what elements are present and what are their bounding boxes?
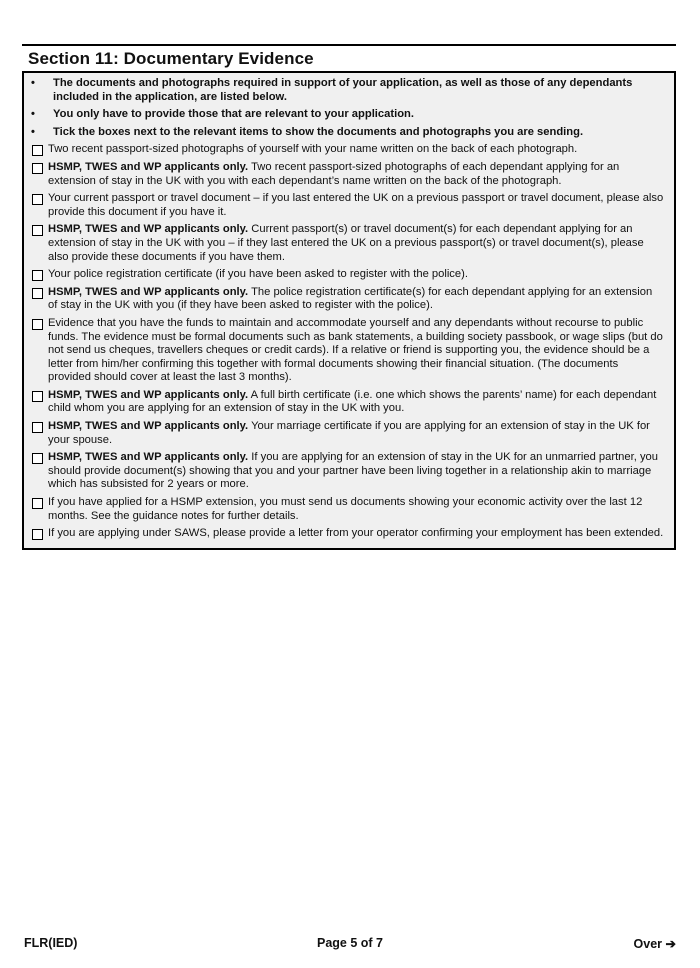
evidence-item xyxy=(30,286,664,313)
evidence-item-text xyxy=(48,451,664,492)
evidence-item-body: The police registration certificate(s) for each dependant applying for an extension of stay in the UK with you (if they have been asked to register with the police). xyxy=(48,285,653,312)
evidence-checkbox[interactable] xyxy=(32,422,43,433)
evidence-checkbox[interactable] xyxy=(32,194,43,205)
evidence-item xyxy=(30,496,664,523)
evidence-item xyxy=(30,420,664,447)
evidence-item-text xyxy=(48,192,664,219)
evidence-item-text xyxy=(48,161,664,188)
evidence-item xyxy=(30,389,664,416)
evidence-item xyxy=(30,223,664,264)
evidence-item xyxy=(30,317,664,385)
form-code: FLR(IED) xyxy=(24,936,78,950)
evidence-checkbox[interactable] xyxy=(32,163,43,174)
evidence-item-body: If you are applying under SAWS, please provide a letter from your operator confirming your employment has been extended. xyxy=(48,527,664,540)
evidence-item-text xyxy=(48,317,664,385)
evidence-item-text xyxy=(48,286,664,313)
instruction-text: Tick the boxes next to the relevant items to show the documents and photographs you are sending. xyxy=(53,125,584,138)
evidence-item-text xyxy=(48,420,664,447)
evidence-item-text xyxy=(48,496,664,523)
evidence-panel xyxy=(22,71,676,550)
instruction-text: You only have to provide those that are relevant to your application. xyxy=(53,108,414,121)
evidence-item-body: Your current passport or travel document – if you last entered the UK on a previous passport or travel document, please also provide this document if you have it. xyxy=(48,192,664,218)
evidence-item-text xyxy=(48,389,664,416)
evidence-checkbox[interactable] xyxy=(32,391,43,402)
bullet-icon: • xyxy=(31,125,35,138)
bullet-icon: • xyxy=(31,108,35,121)
evidence-checkbox[interactable] xyxy=(32,498,43,509)
evidence-checkbox[interactable] xyxy=(32,529,43,540)
evidence-item-body: If you have applied for a HSMP extension, you must send us documents showing your economic activity over the last 12 months. See the guidance notes for further details. xyxy=(48,496,643,522)
evidence-checkbox[interactable] xyxy=(32,225,43,236)
instruction-bullet xyxy=(30,126,664,140)
documentary-evidence-section xyxy=(22,44,676,550)
evidence-checkbox[interactable] xyxy=(32,145,43,156)
evidence-item-body: Evidence that you have the funds to maintain and accommodate yourself and any dependants without recourse to public funds. The evidence must be formal documents such as bank statements, a building society passbook, or wage slips (but do not send us cheques, travellers cheques or credit cards). If a relative or friend is supporting you, the evidence should be a letter from him/her confirming this together with formal documents showing their financial situation. (The documents provided should cover at least the last 3 months). xyxy=(48,316,663,384)
evidence-item-text xyxy=(48,268,664,282)
evidence-item-body: Your police registration certificate (if you have been asked to register with the police). xyxy=(48,268,468,281)
evidence-checkbox[interactable] xyxy=(32,270,43,281)
evidence-item-text xyxy=(48,143,664,157)
evidence-item xyxy=(30,451,664,492)
evidence-item-body: Two recent passport-sized photographs of yourself with your name written on the back of each photograph. xyxy=(48,143,578,156)
evidence-item xyxy=(30,192,664,219)
evidence-item xyxy=(30,527,664,541)
evidence-item-lead: HSMP, TWES and WP applicants only. xyxy=(48,160,249,173)
evidence-item-body: Current passport(s) or travel document(s) for each dependant applying for an extension of stay in the UK with you – if they last entered the UK on a previous passport(s) or travel document(s), please also provide these documents if you have them. xyxy=(48,223,644,263)
instruction-bullet xyxy=(30,108,664,122)
evidence-item-text xyxy=(48,223,664,264)
evidence-item xyxy=(30,161,664,188)
instruction-bullet xyxy=(30,77,664,104)
evidence-item-text xyxy=(48,527,664,541)
evidence-item-body: A full birth certificate (i.e. one which shows the parents’ name) for each dependant child whom you are applying for an extension of stay in the UK with you. xyxy=(48,388,657,415)
page-footer xyxy=(24,936,676,952)
evidence-checkbox[interactable] xyxy=(32,288,43,299)
instruction-text: The documents and photographs required in support of your application, as well as those of any dependants included in the application, are listed below. xyxy=(53,77,633,103)
section-title: Section 11: Documentary Evidence xyxy=(28,49,314,68)
evidence-item-lead: HSMP, TWES and WP applicants only. xyxy=(48,223,249,236)
evidence-checkbox[interactable] xyxy=(32,453,43,464)
evidence-item-body: If you are applying for an extension of stay in the UK for an unmarried partner, you should provide document(s) showing that you and your partner have been living together in a relationship akin to marriage which has subsisted for 2 years or more. xyxy=(48,451,658,491)
evidence-item xyxy=(30,143,664,157)
over-label: Over ➔ xyxy=(633,937,676,951)
evidence-item-lead: HSMP, TWES and WP applicants only. xyxy=(48,285,249,298)
evidence-item-lead: HSMP, TWES and WP applicants only. xyxy=(48,388,249,401)
evidence-item-lead: HSMP, TWES and WP applicants only. xyxy=(48,451,249,464)
evidence-item-body: Two recent passport-sized photographs of each dependant applying for an extension of stay in the UK with you with each dependant’s name written on the back of the photograph. xyxy=(48,160,620,187)
evidence-checkbox[interactable] xyxy=(32,319,43,330)
evidence-item-body: Your marriage certificate if you are applying for an extension of stay in the UK for your spouse. xyxy=(48,420,650,446)
evidence-item xyxy=(30,268,664,282)
bullet-icon: • xyxy=(31,77,35,89)
evidence-item-lead: HSMP, TWES and WP applicants only. xyxy=(48,420,249,433)
page-number: Page 5 of 7 xyxy=(317,936,383,950)
